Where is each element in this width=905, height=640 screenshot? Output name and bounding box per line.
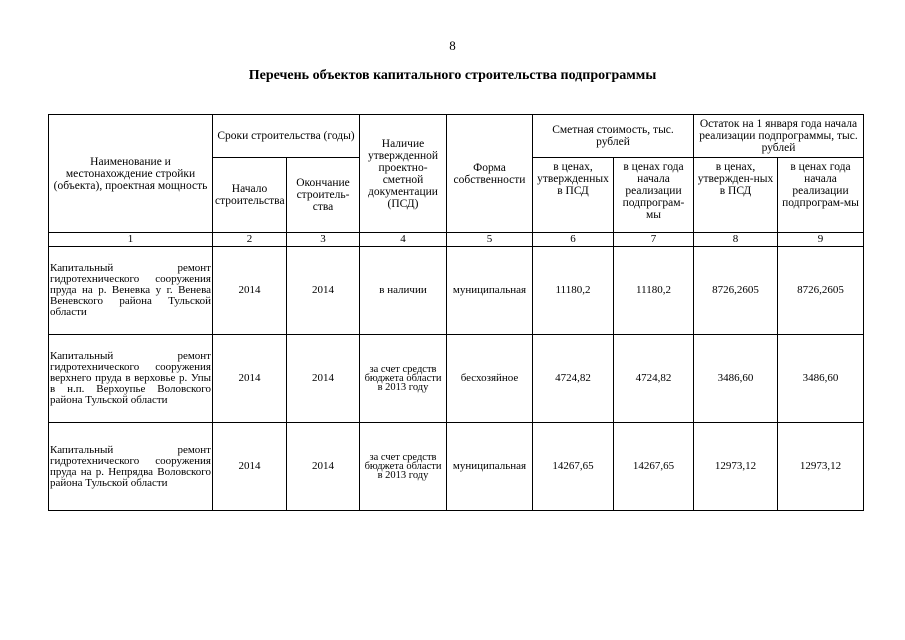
header-remainder-psd: в ценах, утвержден-ных в ПСД [694, 158, 778, 233]
header-end: Окончание строитель-ства [287, 158, 360, 233]
ownership: муниципальная [447, 247, 533, 335]
header-name: Наименование и местонахождение стройки (объекта), проектная мощность [49, 115, 213, 233]
column-number: 6 [533, 233, 614, 247]
capital-construction-table [48, 114, 864, 511]
ownership: бесхозяйное [447, 335, 533, 423]
column-number: 1 [49, 233, 213, 247]
column-number: 5 [447, 233, 533, 247]
header-remainder: Остаток на 1 января года начала реализации подпрограммы, тыс. рублей [694, 115, 864, 158]
object-name: Капитальный ремонт гидротехнического сооружения пруда на р. Непрядва Воловского района Тульской области [49, 423, 213, 511]
estimate-psd: 11180,2 [533, 247, 614, 335]
estimate-psd: 4724,82 [533, 335, 614, 423]
header-terms: Сроки строительства (годы) [213, 115, 360, 158]
end-year: 2014 [287, 423, 360, 511]
column-number: 9 [778, 233, 864, 247]
object-name: Капитальный ремонт гидротехнического сооружения пруда на р. Веневка у г. Венева Веневского района Тульской области [49, 247, 213, 335]
docs-status: в наличии [360, 247, 447, 335]
column-number: 4 [360, 233, 447, 247]
header-ownership: Форма собственности [447, 115, 533, 233]
end-year: 2014 [287, 335, 360, 423]
start-year: 2014 [213, 335, 287, 423]
header-estimate-psd: в ценах, утвержденных в ПСД [533, 158, 614, 233]
remainder-start: 3486,60 [778, 335, 864, 423]
start-year: 2014 [213, 247, 287, 335]
table-row [49, 423, 864, 511]
header-docs: Наличие утвержденной проектно-сметной документации (ПСД) [360, 115, 447, 233]
column-number: 8 [694, 233, 778, 247]
remainder-start: 12973,12 [778, 423, 864, 511]
object-name: Капитальный ремонт гидротехнического сооружения верхнего пруда в верховье р. Упы в н.п. Верхоупье Воловского района Тульской области [49, 335, 213, 423]
column-number: 2 [213, 233, 287, 247]
estimate-start: 11180,2 [614, 247, 694, 335]
document-title: Перечень объектов капитального строительства подпрограммы [248, 68, 657, 83]
table-row [49, 335, 864, 423]
end-year: 2014 [287, 247, 360, 335]
header-start: Начало строительства [213, 158, 287, 233]
remainder-psd: 3486,60 [694, 335, 778, 423]
start-year: 2014 [213, 423, 287, 511]
column-number: 7 [614, 233, 694, 247]
page-number: 8 [449, 38, 456, 53]
estimate-start: 4724,82 [614, 335, 694, 423]
header-remainder-start: в ценах года начала реализации подпрограм-мы [778, 158, 864, 233]
column-number: 3 [287, 233, 360, 247]
docs-status: за счет средств бюджета области в 2013 году [360, 335, 447, 423]
table-row [49, 247, 864, 335]
ownership: муниципальная [447, 423, 533, 511]
header-estimate-start: в ценах года начала реализации подпрограм-мы [614, 158, 694, 233]
remainder-psd: 12973,12 [694, 423, 778, 511]
remainder-psd: 8726,2605 [694, 247, 778, 335]
header-estimate: Сметная стоимость, тыс. рублей [533, 115, 694, 158]
estimate-psd: 14267,65 [533, 423, 614, 511]
estimate-start: 14267,65 [614, 423, 694, 511]
remainder-start: 8726,2605 [778, 247, 864, 335]
docs-status: за счет средств бюджета области в 2013 году [360, 423, 447, 511]
